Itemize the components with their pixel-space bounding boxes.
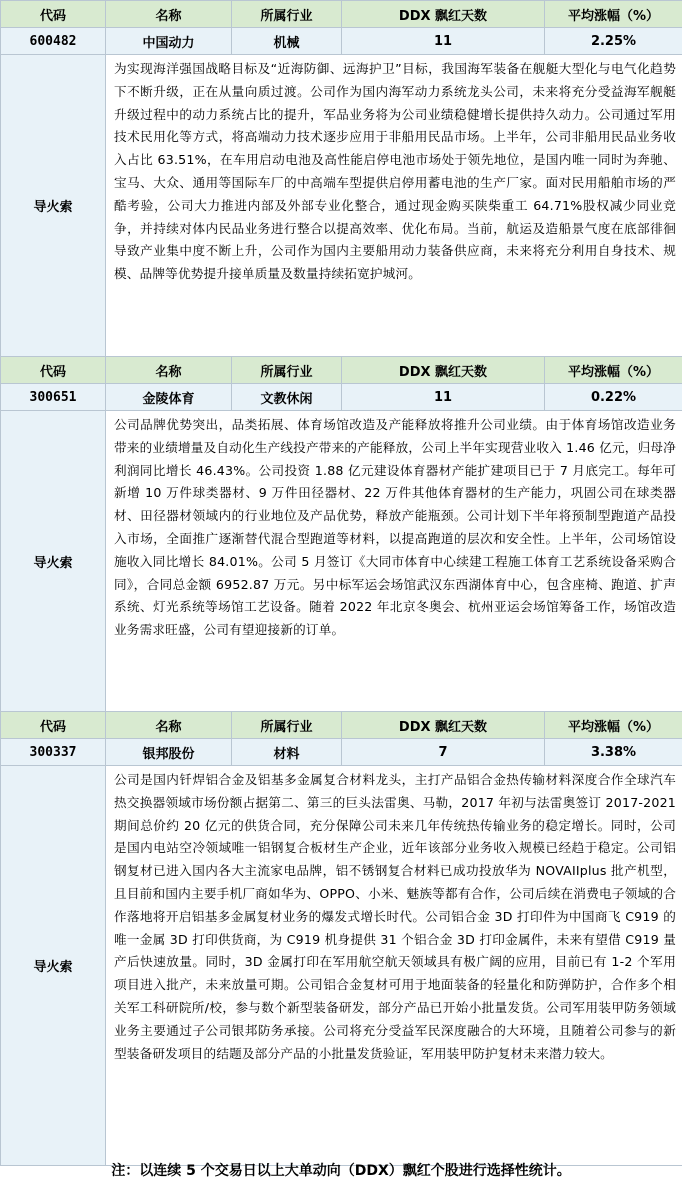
header-avg-gain: 平均涨幅（%） (545, 712, 682, 739)
catalyst-text: 公司是国内钎焊铝合金及铝基多金属复合材料龙头，主打产品铝合金热传输材料深度合作全球汽车热交换器领域市场份额占据第二、第三的巨头法雷奥、马勒，2017 年初与法雷奥签订 2017-2021 期间总价约 20 亿元的供货合同，充分保障公司未来几年传统热传输业务的稳定增长。同时，公司是国内电站空冷领域唯一铝钢复合板材生产企业，近年该部分业务收入规模已经趋于稳定。公司铝钢复材已进入国内各大主流家电品牌，铝不锈钢复合材料已成功投放华为 NOVAIIplus 批产机型，且目前和国内主要手机厂商如华为、OPPO、小米、魅族等都有合作，公司后续在消费电子领域的合作落地将开启铝基多金属复材业务的爆发式增长时代。公司铝合金 3D 打印件为中国商飞 C919 的唯一金属 3D 打印供货商，为 C919 机身提供 31 个铝合金 3D 打印金属件，未来有望借 C919 量产后快速放量。同时，3D 金属打印在军用航空航天领域具有极广阔的应用，目前已有 1-2 个军用项目进入批产，未来放量可期。公司铝合金复材可用于地面装备的轻量化和防弹防护，合作多个相关军工科研院所/校，参与数个新型装备研发，部分产品已开始小批量发货。公司军用装甲防务领域业务主要通过子公司银邦防务承接。公司将充分受益军民深度融合的大环境，且随着公司参与的新型装备研发项目的结题及部分产品的小批量发货验证，军用装甲防护复材未来潜力较大。 (106, 766, 682, 1166)
header-row (1, 712, 682, 739)
stock-ddx-days: 11 (342, 384, 545, 411)
header-avg-gain: 平均涨幅（%） (545, 357, 682, 384)
catalyst-text: 为实现海洋强国战略目标及“近海防御、远海护卫”目标，我国海军装备在舰艇大型化与电气化趋势下不断升级，正在从量向质过渡。公司作为国内海军动力系统龙头公司，未来将充分受益海军舰艇升级过程中的动力系统占比的提升，军品业务将为公司业绩稳健增长提供持久动力。公司通过军用技术民用化等方式，将高端动力技术逐步应用于非船用民品市场。上半年，公司非船用民品业务收入占比 63.51%，在车用启动电池及高性能启停电池市场处于领先地位，是国内唯一同时为奔驰、宝马、大众、通用等国际车厂的中高端车型提供启停用蓄电池的生产厂家。面对民用船舶市场的严酷考验，公司大力推进内部及外部专业化整合，通过现金购买陕柴重工 64.71%股权减少同业竞争，并持续对体内民品业务进行整合以提高效率、优化布局。当前，航运及造船景气度在底部徘徊导致产业集中度不断上升，公司作为国内主要船用动力装备供应商，未来将充分利用自身技术、规模、品牌等优势提升接单质量及数量持续拓宽护城河。 (106, 55, 682, 357)
stock-name: 中国动力 (106, 28, 232, 55)
header-code: 代码 (1, 1, 106, 28)
stock-industry: 文教休闲 (232, 384, 342, 411)
header-ddx-days: DDX 飘红天数 (342, 712, 545, 739)
stock-row (1, 384, 682, 411)
stock-row (1, 739, 682, 766)
header-avg-gain: 平均涨幅（%） (545, 1, 682, 28)
catalyst-text: 公司品牌优势突出，品类拓展、体育场馆改造及产能释放将推升公司业绩。由于体育场馆改造业务带来的业绩增量及自动化生产线投产带来的产能释放，公司上半年实现营业收入 1.46 亿元，归母净利润同比增长 46.43%。公司投资 1.88 亿元建设体育器材产能扩建项目已于 7 月底完工。每年可新增 10 万件球类器材、9 万件田径器材、22 万件其他体育器材的生产能力，巩固公司在球类器材、田径器材领域内的行业地位及产品优势，释放产能瓶颈。公司计划下半年将预制型跑道产品投入市场，全面推广逐渐替代混合型跑道等材料，以提高跑道的层次和安全性。上半年，公司场馆设施收入同比增长 84.01%。公司 5 月签订《大同市体育中心续建工程施工体育工艺系统设备采购合同》，合同总金额 6952.87 万元。另中标军运会场馆武汉东西湖体育中心，包含座椅、跑道、扩声系统、灯光系统等场馆工艺设备。随着 2022 年北京冬奥会、杭州亚运会场馆筹备工作，场馆改造业务需求旺盛，公司有望迎接新的订单。 (106, 411, 682, 712)
catalyst-row (1, 55, 682, 357)
stock-name: 银邦股份 (106, 739, 232, 766)
header-row (1, 1, 682, 28)
stock-code: 600482 (1, 28, 106, 55)
catalyst-label: 导火索 (1, 411, 106, 712)
catalyst-row (1, 411, 682, 712)
header-code: 代码 (1, 712, 106, 739)
header-name: 名称 (106, 357, 232, 384)
footnote: 注：以连续 5 个交易日以上大单动向（DDX）飘红个股进行选择性统计。 (111, 1163, 571, 1179)
stock-industry: 材料 (232, 739, 342, 766)
stock-row (1, 28, 682, 55)
header-industry: 所属行业 (232, 357, 342, 384)
stock-avg-gain: 3.38% (545, 739, 682, 766)
header-ddx-days: DDX 飘红天数 (342, 1, 545, 28)
stock-ddx-days: 11 (342, 28, 545, 55)
header-code: 代码 (1, 357, 106, 384)
header-row (1, 357, 682, 384)
header-name: 名称 (106, 712, 232, 739)
catalyst-label: 导火索 (1, 55, 106, 357)
stock-avg-gain: 2.25% (545, 28, 682, 55)
stock-industry: 机械 (232, 28, 342, 55)
header-industry: 所属行业 (232, 712, 342, 739)
header-industry: 所属行业 (232, 1, 342, 28)
stock-code: 300651 (1, 384, 106, 411)
catalyst-row (1, 766, 682, 1166)
stock-code: 300337 (1, 739, 106, 766)
stock-avg-gain: 0.22% (545, 384, 682, 411)
stock-name: 金陵体育 (106, 384, 232, 411)
catalyst-label: 导火索 (1, 766, 106, 1166)
header-name: 名称 (106, 1, 232, 28)
stock-ddx-days: 7 (342, 739, 545, 766)
header-ddx-days: DDX 飘红天数 (342, 357, 545, 384)
